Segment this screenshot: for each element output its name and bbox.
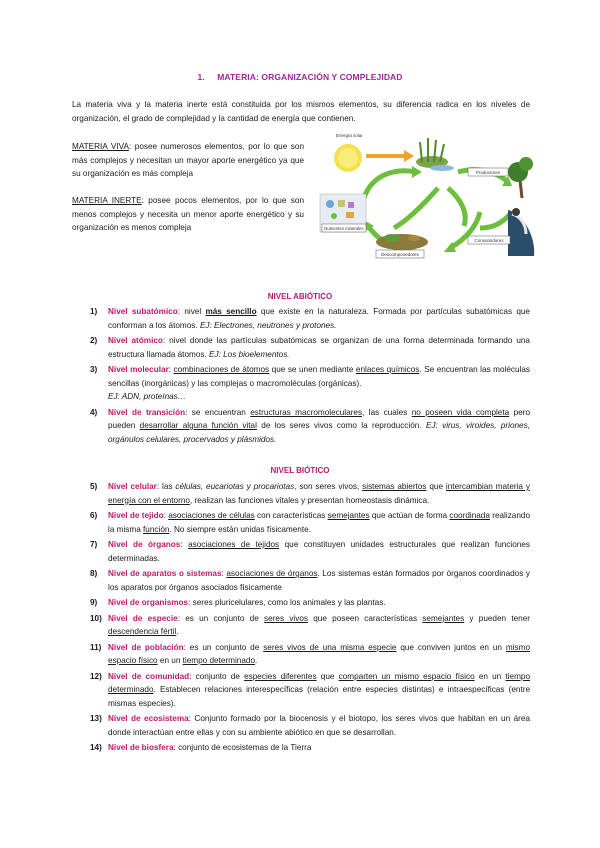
ecosystem-cycle-diagram <box>312 128 548 272</box>
nutrientes-box <box>322 224 366 232</box>
biotic-list <box>72 480 530 757</box>
list-item: 6) Nivel de tejido: asociaciones de células con características semejantes que actúan de forma coordinada realizando la misma función. No siempre están unidas físicamente. <box>90 511 530 534</box>
list-item: 1) Nivel subatómico: nivel más sencillo que existe en la naturaleza. Formada por partículas subatómicas que conforman a los átomos. EJ: Electrones, neutrones y protones. <box>90 307 530 330</box>
decomposers-icon <box>376 234 428 250</box>
animals-icon <box>508 208 534 256</box>
diagram-descomponedores-label: Descomponedores <box>381 252 419 257</box>
title-number: 1. <box>197 72 205 82</box>
materia-inerte-text: : posee pocos elementos, por lo que son menos complejos y necesita un menor aporte energético y su organización es menos compleja <box>72 196 304 232</box>
tree-icon <box>508 157 533 198</box>
list-item: 14) Nivel de biosfera: conjunto de ecosistemas de la Tierra <box>90 743 312 752</box>
plants-icon <box>416 138 454 171</box>
list-item: 9) Nivel de organismos: seres pluricelulares, como los animales y las plantas. <box>90 598 386 607</box>
abiotic-list <box>72 305 530 448</box>
list-item: 7) Nivel de órganos: asociaciones de tejidos que constituyen unidades estructurales que realizan funciones determinadas. <box>90 540 530 563</box>
page-title <box>0 72 600 82</box>
materia-inerte-label: MATERIA INERTE <box>72 196 142 205</box>
list-item: 3) Nivel molecular: combinaciones de átomos que se unen mediante enlaces químicos. Se encuentran las moléculas sencillas (inorgánicas) y las complejas o macromoléculas (orgánicas). EJ: ADN, proteínas… <box>90 365 531 401</box>
materia-viva-text: : posee numerosos elementos, por lo que son más complejos y necesitan un mayor aporte energético ya que su organización es más compleja <box>72 142 305 178</box>
energy-arrow-icon <box>366 150 414 162</box>
biotic-heading: NIVEL BIÓTICO <box>270 466 330 475</box>
materia-viva-label: MATERIA VIVA <box>72 142 129 151</box>
materia-inerte-paragraph <box>72 194 304 235</box>
list-item: 4) Nivel de transición: se encuentran estructuras macromoleculares, las cuales no poseen vida completa pero pueden desarrollar alguna función vital de los seres vivos como la reproducción. EJ: virus, viroides, priones, orgánulos celulares, procervados y plásmidos. <box>90 407 531 444</box>
materia-viva-paragraph <box>72 140 304 181</box>
list-item: 8) Nivel de aparatos o sistemas: asociaciones de órganos. Los sistemas están formados por órganos coordinados y los aparatos por órganos asociados físicamente <box>90 569 530 592</box>
title-text: MATERIA: ORGANIZACIÓN Y COMPLEJIDAD <box>217 72 403 82</box>
list-item: 5) Nivel celular: las células, eucariotas y procariotas, son seres vivos, sistemas abiertos que intercambian materia y energía con el entorno, realizan las funciones vitales y presentan homeostasis dinámica. <box>90 482 530 505</box>
consumidores-box <box>468 236 510 244</box>
list-item: 12) Nivel de comunidad: conjunto de especies diferentes que comparten un mismo espacio físico en un tiempo determinado. Establecen relaciones interespecíficas (relación entre especies distintas) e intraespecíficas (entre mismas especies). <box>90 671 530 708</box>
diagram-productores-label: Productores <box>475 170 501 175</box>
diagram-energy-label: Energía solar <box>336 133 363 138</box>
intro-paragraph: La materia viva y la materia inerte está constituida por los mismos elementos, su diferencia radica en los niveles de organización, el grado de complejidad y la cantidad de energía que contienen. <box>72 100 530 123</box>
diagram-nutrientes-label: Nutrientes minerales <box>324 226 364 231</box>
list-item: 10) Nivel de especie: es un conjunto de seres vivos que poseen características semejantes y pueden tener descendencia fértil. <box>90 613 531 636</box>
list-item: 2) Nivel atómico: nivel donde las partículas subatómicas se organizan de una forma determinada formando una estructura llamada átomos. EJ: Los bioelementos. <box>90 336 530 359</box>
list-item: 11) Nivel de población: es un conjunto de seres vivos de una misma especie que conviven juntos en un mismo espacio físico en un tiempo determinado. <box>90 642 530 665</box>
descomponedores-box <box>376 250 424 258</box>
abiotic-heading: NIVEL ABIÓTICO <box>267 292 333 301</box>
productores-box <box>468 168 508 176</box>
sun-icon <box>334 144 362 172</box>
diagram-consumidores-label: Consumidores <box>474 238 504 243</box>
list-item: 13) Nivel de ecosistema: Conjunto formado por la biocenosis y el biotopo, los seres vivos que habitan en un área donde interactúan entre ellas y con su ambiente abiótico en que se desarrollan. <box>90 714 530 737</box>
